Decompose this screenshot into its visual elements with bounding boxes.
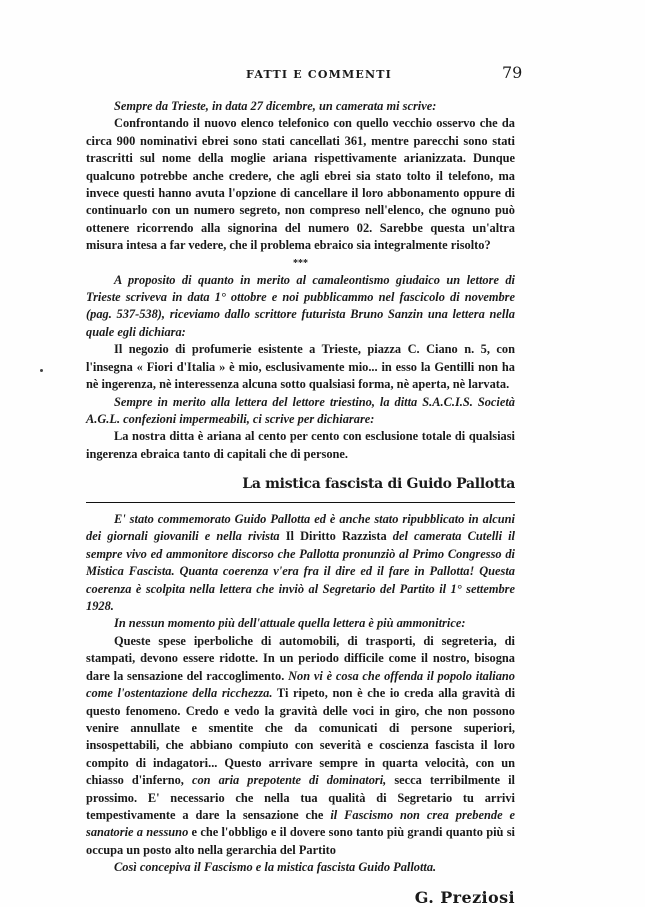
article-intro-b: del camerata Cutelli il sempre vivo ed ammonitore discorso che Pallotta pronunziò al Primo Congresso di Mistica Fascista. Quanta coerenza v'era fra il dire ed il fare in Pallotta! Questa coerenza è scolpita nella lettera che inviò al Segretario del Partito il 1° settembre 1928.: [86, 529, 516, 614]
quote-part-3: Ti ripeto, non è che io creda alla gravità di questo fenomeno. Credo e vedo la gravità delle voci in giro, che non possono venire annullate e smentite che da comunicati di persone superiori, insospettabili, che abbiano compiuto con severità e coscienza fascista il loro compito di indagatori... Questo arrivare sempre in quarta velocità, con un chiasso d'inferno,: [86, 686, 516, 788]
section2-intro: A proposito di quanto in merito al camaleontismo giudaico un lettore di Trieste scriveva in data 1° ottobre e noi pubblicammo nel fascicolo di novembre (pag. 537-538), riceviamo dallo scrittore futurista Bruno Sanzin una lettera nella quale egli dichiara:: [86, 272, 515, 339]
running-title: FATTI E COMMENTI: [246, 68, 392, 81]
article-intro-journal: Il Diritto Razzista: [285, 529, 387, 544]
quote-part-4: con aria prepotente di dominatori,: [191, 773, 387, 788]
article-intro-a: E' stato commemorato Guido Pallotta ed è anche stato ripubblicato in alcuni dei giornali giovanili e nella rivista: [86, 512, 515, 544]
signature: G. Preziosi: [414, 887, 515, 907]
margin-mark: [40, 369, 43, 372]
body-text: [86, 98, 515, 906]
quote-part-1: Queste spese iperboliche di automobili, di trasporti, di segreteria, di stampati, devono essere ridotte. In un periodo difficile come il nostro, bisogna dare la sensazione del raccoglimento.: [86, 633, 515, 683]
quote-part-6: il Fascismo non crea prebende e sanatorie a nessuno: [86, 807, 516, 840]
article-quote: [86, 633, 515, 859]
section2-intro2: Sempre in merito alla lettera del lettore triestino, la ditta S.A.C.I.S. Società A.G.L. confezioni impermeabili, ci scrive per dichiarare:: [86, 394, 515, 426]
quote-part-2: Non vi è cosa che offenda il popolo italiano come l'ostentazione della ricchezza.: [86, 668, 515, 701]
section1-intro: Sempre da Trieste, in data 27 dicembre, un camerata mi scrive:: [114, 99, 437, 113]
section-separator: ***: [293, 257, 308, 269]
page-number: 79: [502, 63, 523, 82]
section2-body2: La nostra ditta è ariana al cento per cento con esclusione totale di qualsiasi ingerenza ebraica tanto di capitali che di persone.: [86, 429, 515, 461]
article-closing: Così concepiva il Fascismo e la mistica fascista Guido Pallotta.: [114, 860, 437, 875]
quote-part-5: secca terribilmente il prossimo. E' necessario che nella tua qualità di Segretario tu arrivi tempestivamente a dare la sensazione che: [86, 773, 515, 822]
quote-part-7: e che l'obbligo e il dovere sono tanto più grandi quanto più si occupa un posto alto nella gerarchia del Partito: [86, 825, 515, 857]
article-intro2: In nessun momento più dell'attuale quella lettera è più ammonitrice:: [114, 616, 466, 631]
article-intro: [86, 511, 515, 615]
article-headline: La mistica fascista di Guido Pallotta: [242, 476, 515, 493]
section1-body: Confrontando il nuovo elenco telefonico con quello vecchio osservo che da circa 900 nominativi ebrei sono stati cancellati 361, mentre parecchi sono stati trascritti sul nome della moglie ariana rispettivamente arianizzata. Dunque qualcuno potrebbe anche credere, che agli ebrei sia stato tolto il telefono, ma invece questi hanno avuta l'opzione di cancellare il loro abbonamento oppure di continuarlo con un numero segreto, non compreso nell'elenco, che ognuno può ottenere ricorrendo alla signorina del numero 02. Sarebbe questa un'altra misura intesa a far vedere, che il problema ebraico sia integralmente risolto?: [86, 116, 515, 253]
section2-body: Il negozio di profumerie esistente a Trieste, piazza C. Ciano n. 5, con l'insegna « Fiori d'Italia » è mio, esclusivamente mio... in esso la Gentilli non ha nè ingerenza, nè interessenza alcuna sotto qualsiasi forma, nè aperta, nè larvata.: [86, 342, 515, 392]
headline-rule: [86, 502, 515, 504]
